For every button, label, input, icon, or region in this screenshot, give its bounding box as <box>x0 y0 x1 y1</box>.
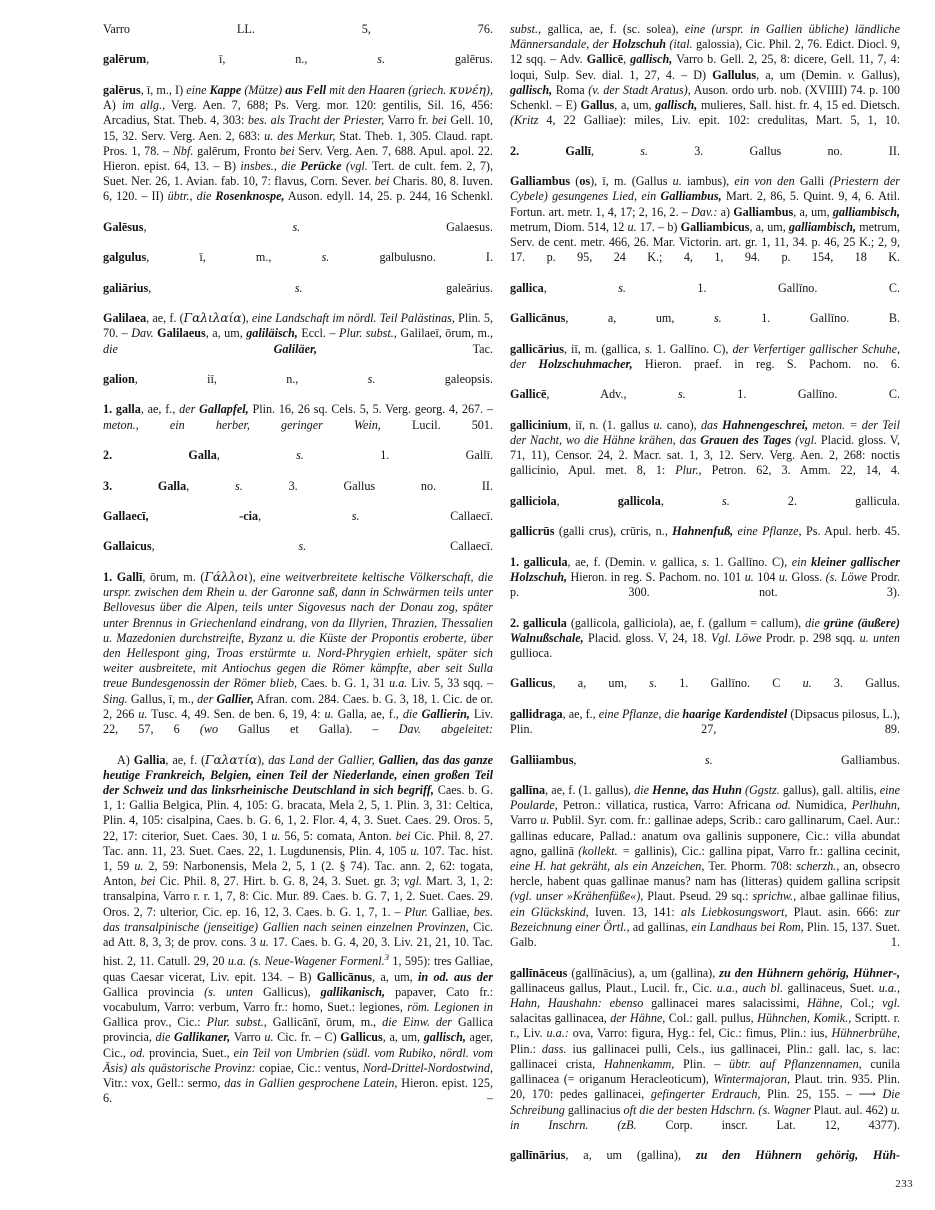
left-column <box>103 22 493 1162</box>
text-columns <box>103 22 915 1162</box>
dictionary-entry-galli2: 2. Gallī, s. 3. Gallus no. II. <box>510 143 900 158</box>
dictionary-entry-gallicarius: gallicārius, iī, m. (gallica, s. 1. Gallīno. C), der Verfertiger gallischer Schuhe, der Holzschuhmacher, Hieron. praef. in reg. S. Pachom. no. 6. <box>510 341 901 371</box>
dictionary-entry-galion: galion, iī, n., s. galeopsis. <box>103 372 493 387</box>
dictionary-entry-gallice: Gallicē, Adv., s. 1. Gallīno. C. <box>510 387 901 402</box>
dictionary-entry-gallinaceus: gallīnāceus (gallīnācius), a, um (gallina), zu den Hühnern gehörig, Hühner-, gallinaceus gallus, Plaut., Lucil. fr., Cic. u.a., auch bl. gallinaceus, Suet. u.a., Hahn, Haushahn: ebenso gallinacei mares salacissimi, Hähne, Col.; vgl. salacitas gallinacea, der Hähne, Col.: gall. pullus, Hühnchen, Komik., Scriptt. r. r., Liv. u.a.: ova, Varro: figura, Hyg.: fel, Cic.: fimus, Plin.: ius, Hühnerbrühe, Plin.: dass. ius gallinacei pulli, Cels., ius gallinacei, Plin.: gall. lac, s. lac: gallinacei crista, Hahnenkamm, Plin. – übtr. auf Pflanzennamen, cunila gallinacea (= origanum Heracleoticum), Wintermajoran, Plaut. trin. 935. Plin. 20, 170: pedes gallinacei, gefingerter Erdrauch, Plin. 25, 155. – ⟶ Die Schreibung gallinacius oft die der besten Hdschrn. (s. Wagner Plaut. aul. 462) u. in Inschrn. (zB. Corp. inscr. Lat. 12, 4377). <box>510 965 901 1132</box>
dictionary-entry-galerus: galērus, ī, m., I) eine Kappe (Mütze) aus Fell mit den Haaren (griech. κυνέη), A) im allg., Verg. Aen. 7, 688; Ps. Verg. mor. 120: gentilis, Sil. 16, 456: Arcadius, Stat. Theb. 4, 303: bes. als Tracht der Priester, Varro fr. bei Gell. 10, 15, 32. Serv. Verg. Aen. 2, 683: u. des Merkur, Stat. Theb. 1, 305. Claud. rapt. Pros. 1, 78. – Nbf. galērum, Fronto bei Serv. Verg. Aen. 7, 688. Apul. apol. 22. Hieron. epist. 64, 13. – B) insbes., die Perücke (vgl. Tert. de cult. fem. 2, 7), Suet. Ner. 26, 1. Avian. fab. 10, 7: flavus, Corn. Sever. bei Charis. 80, 8. Iuven. 6, 120. – II) übtr., die Rosenknospe, Auson. edyll. 14, 25. p. 244, 16 Schenkl. <box>103 82 493 204</box>
dictionary-entry-gallaeci: Gallaecī, -cia, s. Callaecī. <box>103 509 493 523</box>
dictionary-entry-varro-tail: Varro LL. 5, 76. <box>103 22 493 36</box>
dictionary-entry-galiarius: galiārius, s. galeārius. <box>103 280 493 295</box>
dictionary-entry-gallia: A) Gallia, ae, f. (Γαλατία), das Land der Gallier, Gallien, das das ganze heutige Frankreich, Belgien, einen Teil der Niederlande, einen großen Teil der Schweiz und das linksrheinische Deutschland in sich begriff, Caes. b. G. 1, 1: Gallia Belgica, Plin. 4, 105: G. bracata, Mela 2, 5, 1. Plin. 3, 31: Celtica, Plin. 4, 105: cisalpina, Caes. b. G. 6, 1, 2. Flor. 4, 4, 3. Suet. Caes. 29. Oros. 5, 22, 17: citerior, Suet. Caes. 30, 1 u. 56, 5: comata, Anton. bei Cic. Phil. 8, 27. Tac. ann. 11, 23. Suet. Caes. 22, 1. Lugdunensis, Plin. 4, 105 u. 107. Tac. hist. 1, 59 u. 2, 59: Narbonensis, Mela 2, 5, 1 (2. § 74). Tac. ann. 2, 62: togata, Anton, bei Cic. Phil. 8, 27. Hirt. b. G. 8, 24, 3. Suet. gr. 3; vgl. Mart. 3, 1, 2: transalpina, Varro r. r. 1, 7, 8: Cic. Mur. 89. Caes. b. G. 7, 1, 2. Suet. Caes. 29. Oros. 2, 7: ulterior, Cic. ep. 16, 12, 3. Caes. b. G. 1, 7, 1. – Plur. Galliae, bes. das transalpinische (jenseitige) Gallien nach seinen einzelnen Provinzen, Cic. ad Att. 8, 3, 3; de prov. cons. 3 u. 17. Caes. b. G. 4, 20, 3. Liv. 21, 21, 10. Tac. hist. 2, 11. Catull. 29, 20 u.a. (s. Neue-Wagener Formenl.$^3$ 1, 595): tres Galliae, quas Caesar vicerat, Liv. epit. 134. – B) Gallicānus, a, um, in od. aus der Gallica provincia (s. unten Gallicus), gallikanisch, papaver, Cato fr.: vocabulum, Varro: verbum, Varro fr.: homo, Suet.: legiones, röm. Legionen in Gallica prov., Cic.: Plur. subst., Gallicānī, ōrum, m., die Einw. der Gallica provincia, die Gallikaner, Varro u. Cic. fr. – C) Gallicus, a, um, gallisch, ager, Cic., od. provincia, Suet., ein Teil von Umbrien (südl. vom Rubiko, nördl. vom Äsis) als quästorische Provinz: copiae, Cic.: ventus, Nord-Drittel-Nordostwind, Vitr.: vox, Gell.: sermo, das in Gallien gesprochene Latein, Hieron. epist. 125, 6. – <box>103 752 494 1106</box>
dictionary-entry-gallicinium: gallicinium, iī, n. (1. gallus u. cano), das Hahnengeschrei, meton. = der Teil der Nacht, wo die Hähne krähen, das Grauen des Tages (vgl. Placid. gloss. V, 71, 11), Censor. 24, 2. Macr. sat. 1, 3, 12. Serv. Verg. Aen. 2, 268: noctis gallicinio, Apul. met. 8, 1: Plur., Petron. 62, 3. Amm. 22, 14, 4. <box>510 417 901 478</box>
dictionary-entry-gallinarius: gallīnārius, a, um (gallina), zu den Hühnern gehörig, Hüh- <box>510 1148 900 1163</box>
dictionary-entry-galla2: 2. Galla, s. 1. Gallī. <box>103 448 493 463</box>
dictionary-entry-galilaea: Galilaea, ae, f. (Γαλιλαία), eine Landschaft im nördl. Teil Palästinas, Plin. 5, 70. – Dav. Galilaeus, a, um, galiläisch, Eccl. – Plur. subst., Galilaeī, ōrum, m., die Galiläer, Tac. <box>103 311 493 356</box>
dictionary-entry-galliiambus: Galliiambus, s. Galliambus. <box>510 752 900 767</box>
dictionary-entry-gallicula2: 2. gallicula (gallicola, galliciola), ae, f. (gallum = callum), die grüne (äußere) Walnußschale, Placid. gloss. V, 24, 18. Vgl. Löwe Prodr. p. 298 sqq. u. unten gullioca. <box>510 615 900 660</box>
dictionary-entry-galliambus: Galliambus (os), ī, m. (Gallus u. iambus), ein von den Galli (Priestern der Cybele) gesungenes Lied, ein Galliambus, Mart. 2, 86, 5. Quint. 9, 4, 6. Atil. Fortun. art. metr. 1, 4, 17; 2, 16, 2. – Dav.: a) Galliambus, a, um, galliambisch, metrum, Diom. 514, 12 u. 17. – b) Galliambicus, a, um, galliambisch, metrum, Serv. de cent. metr. 466, 26. Mar. Victorin. art. gr. 1, 11, 34. p. 46, 25 K.; 2, 9, 17. p. 95, 24 K.; 4, 1, 94. p. 154, 18 K. <box>510 174 901 265</box>
dictionary-entry-galesus: Galēsus, s. Galaesus. <box>103 219 493 234</box>
dictionary-entry-galli1: 1. Gallī, ōrum, m. (Γάλλοι), eine weitverbreitete keltische Völkerschaft, die urspr. zwischen dem Rhein u. der Garonne saß, dann in Schwärmen teils unter Bellovesus über die Alpen, teils unter Sigovesus nach der Donau zog, später unter Brennus in Griechenland eindrang, von da Illyrien, Thrazien, Thessalien u. Mazedonien durchstreifte, Byzanz u. die Küste der Propontis eroberte, über den Hellespont ging, Troas erstürmte u. Nord-Phrygien erhielt, später sich weiter ausbreitete, mit Antiochus gegen die Römer kämpfte, aber seit Sulla treue Bundesgenossin der Römer blieb, Caes. b. G. 1, 31 u.a. Liv. 5, 33 sqq. – Sing. Gallus, ī, m., der Gallier, Afran. com. 284. Caes. b. G. 3, 18, 1. Cic. de or. 2, 266 u. Tusc. 4, 49. Sen. de ben. 6, 19, 4: u. Galla, ae, f., die Gallierin, Liv. 22, 57, 6 (wo Gallus et Galla). – Dav. abgeleitet: <box>103 569 494 737</box>
dictionary-entry-galla3: 3. Galla, s. 3. Gallus no. II. <box>103 478 493 493</box>
dictionary-entry-gallina: gallīna, ae, f. (1. gallus), die Henne, das Huhn (Ggstz. gallus), gall. altilis, eine Poularde, Petron.: villatica, rustica, Varro: Africana od. Numidica, Perlhuhn, Varro u. Publil. Syr. com. fr.: gallinae adeps, Scrib.: caro gallinarum, Cael. Aur.: gallinas educare, Pallad.: anatum ova gallinis supponere, Cic.: villa abundat agno, gallinā (kollekt. = gallinis), Cic.: gallina pipat, Varro fr.: gallina cecinit, eine H. hat gekräht, als ein Anzeichen, Ter. Phorm. 708: scherzh., an, obsecro hercle, habent quas gallinae manus? nam has (litteras) quidem gallina scripsit (vgl. unser »Krähenfüße«), Plaut. Pseud. 29 sq.: sprichw., albae gallinae filius, ein Glückskind, Iuven. 13, 141: als Liebkosungswort, Plaut. asin. 666: zur Bezeichnung einer Örtl., ad gallinas, ein Landhaus bei Rom, Plin. 15, 137. Suet. Galb. 1. <box>510 782 901 950</box>
dictionary-entry-galgulus: galgulus, ī, m., s. galbulusno. I. <box>103 250 493 265</box>
page-number: 233 <box>895 1178 913 1190</box>
dictionary-entry-gallicus-cont: subst., gallica, ae, f. (sc. solea), eine (urspr. in Gallien übliche) ländliche Männersandale, der Holzschuh (ital. galossia), Cic. Phil. 2, 76. Edict. Diocl. 9, 12 sqq. – Adv. Gallicē, gallisch, Varro b. Gell. 2, 25, 8: dicere, Gell. 11, 7, 4: loqui, Sulp. Sev. dial. 1, 27, 4. – D) Gallulus, a, um (Demin. v. Gallus), gallisch, Roma (v. der Stadt Aratus), Auson. ordo urb. nob. (XVIIII) 74. p. 100 Schenkl. – E) Gallus, a, um, gallisch, mulieres, Sall. hist. fr. 4, 15 ed. Dietsch. (Kritz 4, 22 Galliae): miles, Liv. epit. 102: credulitas, Mart. 5, 1, 10. <box>510 22 901 128</box>
dictionary-entry-galla1: 1. galla, ae, f., der Gallapfel, Plin. 16, 26 sq. Cels. 5, 5. Verg. georg. 4, 267. – meton., ein herber, geringer Wein, Lucil. 501. <box>103 402 493 432</box>
dictionary-entry-gallicanus: Gallicānus, a, um, s. 1. Gallīno. B. <box>510 311 900 326</box>
dictionary-entry-gallidraga: gallidraga, ae, f., eine Pflanze, die haarige Kardendistel (Dipsacus pilosus, L.), Plin. 27, 89. <box>510 706 900 737</box>
dictionary-entry-gallica: gallica, s. 1. Gallīno. C. <box>510 280 900 295</box>
dictionary-entry-galerum: galērum, ī, n., s. galērus. <box>103 52 493 67</box>
dictionary-entry-galliciola: galliciola, gallicola, s. 2. gallicula. <box>510 493 900 508</box>
dictionary-entry-gallicus: Gallicus, a, um, s. 1. Gallīno. C u. 3. Gallus. <box>510 676 900 691</box>
dictionary-entry-gallaicus: Gallaicus, s. Callaecī. <box>103 539 493 554</box>
dictionary-entry-gallicrus: gallicrūs (galli crus), crūris, n., Hahnenfuß, eine Pflanze, Ps. Apul. herb. 45. <box>510 524 901 539</box>
right-column <box>510 22 900 1162</box>
dictionary-entry-gallicula1: 1. gallicula, ae, f. (Demin. v. gallica, s. 1. Gallīno. C), ein kleiner gallischer Holzschuh, Hieron. in reg. S. Pachom. no. 101 u. 104 u. Gloss. (s. Löwe Prodr. p. 300. not. 3). <box>510 554 900 600</box>
